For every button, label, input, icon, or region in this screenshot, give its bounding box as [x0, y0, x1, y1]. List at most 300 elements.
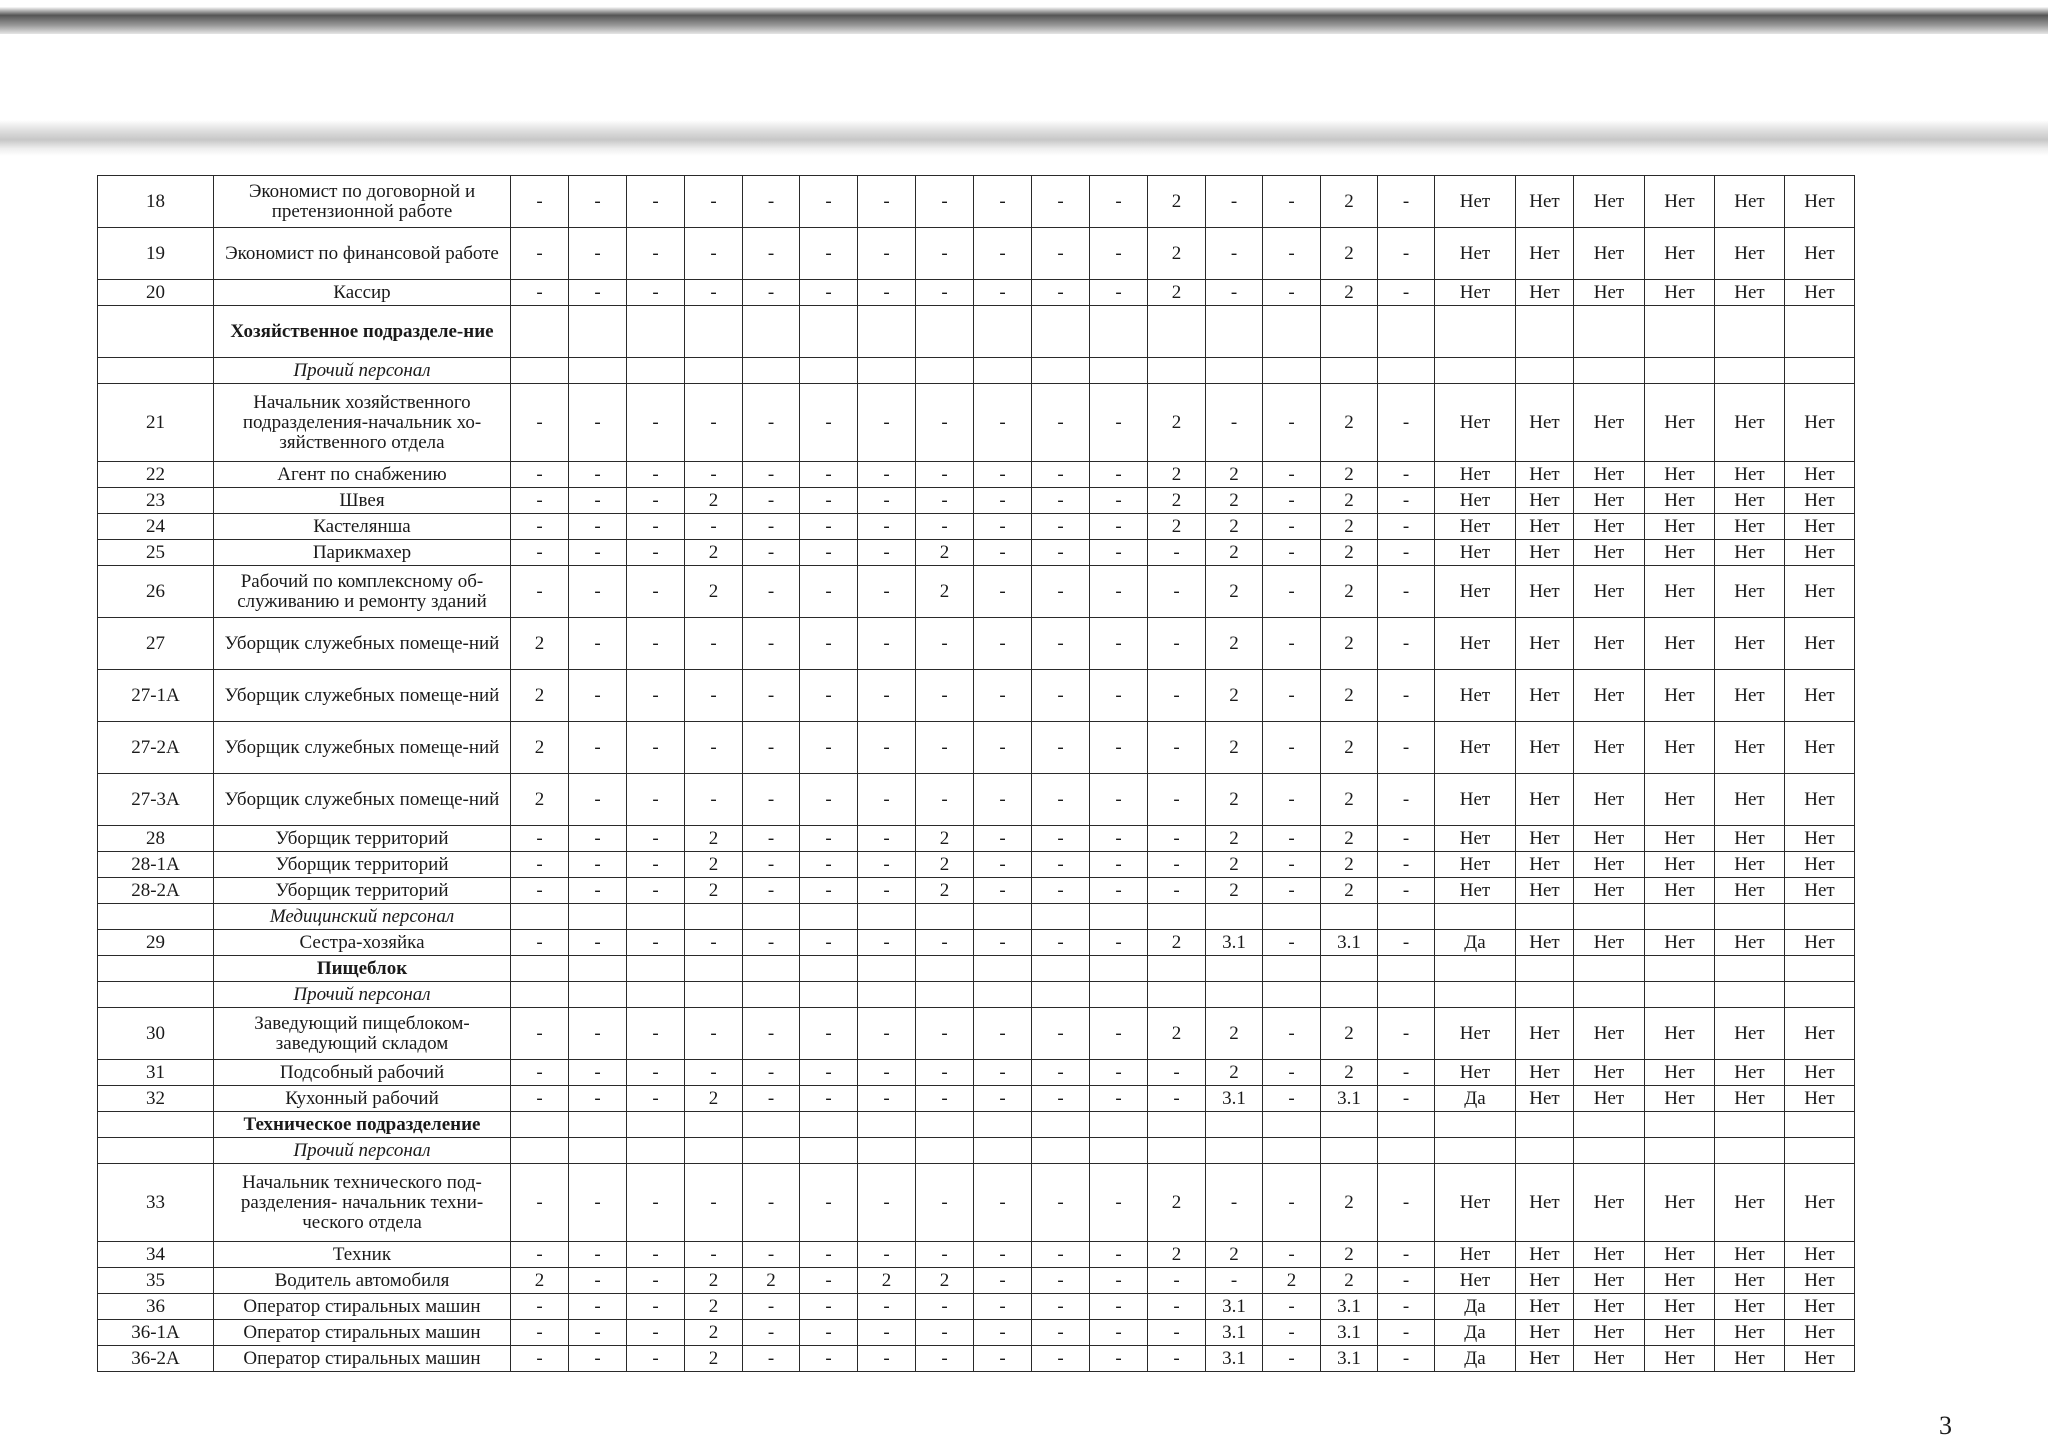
value-cell: Нет	[1645, 1008, 1715, 1060]
value-cell: Нет	[1516, 618, 1574, 670]
value-cell: -	[800, 878, 858, 904]
value-cell: -	[1032, 670, 1090, 722]
value-cell: -	[1263, 228, 1321, 280]
value-cell: -	[685, 228, 743, 280]
value-cell: Нет	[1785, 774, 1855, 826]
value-cell	[800, 358, 858, 384]
value-cell: 2	[511, 722, 569, 774]
value-cell: Нет	[1574, 488, 1645, 514]
value-cell: -	[1378, 930, 1435, 956]
value-cell	[1435, 1138, 1516, 1164]
row-number-cell: 27-3А	[98, 774, 214, 826]
value-cell	[1321, 306, 1378, 358]
position-name-cell: Медицинский персонал	[214, 904, 511, 930]
value-cell: Нет	[1645, 540, 1715, 566]
value-cell: -	[1378, 722, 1435, 774]
value-cell: -	[627, 1320, 685, 1346]
value-cell: Нет	[1574, 176, 1645, 228]
value-cell: -	[1032, 774, 1090, 826]
value-cell	[1574, 904, 1645, 930]
value-cell: -	[1378, 228, 1435, 280]
value-cell: -	[1206, 1268, 1263, 1294]
value-cell: -	[569, 618, 627, 670]
value-cell: 3.1	[1321, 930, 1378, 956]
scan-fold-band	[0, 120, 2048, 156]
value-cell	[800, 306, 858, 358]
value-cell: Нет	[1516, 930, 1574, 956]
value-cell: -	[627, 384, 685, 462]
value-cell: -	[1378, 1294, 1435, 1320]
value-cell: -	[800, 384, 858, 462]
position-name-cell: Начальник хозяйственного подразделения-начальник хо-зяйственного отдела	[214, 384, 511, 462]
value-cell: Нет	[1715, 1164, 1785, 1242]
value-cell: Нет	[1785, 514, 1855, 540]
value-cell: Нет	[1574, 1086, 1645, 1112]
value-cell	[1785, 956, 1855, 982]
value-cell: 2	[1321, 462, 1378, 488]
value-cell: -	[1263, 176, 1321, 228]
value-cell: Нет	[1435, 1242, 1516, 1268]
value-cell: Нет	[1435, 280, 1516, 306]
value-cell: -	[627, 514, 685, 540]
row-number-cell: 29	[98, 930, 214, 956]
value-cell	[1715, 982, 1785, 1008]
value-cell	[1090, 1112, 1148, 1138]
value-cell: Нет	[1645, 384, 1715, 462]
row-number-cell	[98, 1138, 214, 1164]
value-cell: 2	[1148, 228, 1206, 280]
value-cell: -	[858, 384, 916, 462]
value-cell: Нет	[1574, 1060, 1645, 1086]
value-cell: -	[569, 514, 627, 540]
value-cell	[627, 956, 685, 982]
value-cell: Нет	[1715, 774, 1785, 826]
value-cell: -	[743, 228, 800, 280]
value-cell: -	[627, 1086, 685, 1112]
value-cell: Нет	[1516, 722, 1574, 774]
value-cell: -	[1206, 384, 1263, 462]
value-cell: Нет	[1435, 566, 1516, 618]
value-cell: 2	[511, 670, 569, 722]
value-cell: -	[511, 1320, 569, 1346]
value-cell	[1032, 904, 1090, 930]
value-cell: -	[511, 1346, 569, 1372]
value-cell: -	[1032, 540, 1090, 566]
value-cell: -	[1206, 228, 1263, 280]
section-header-row	[98, 956, 1855, 982]
value-cell: Нет	[1435, 514, 1516, 540]
value-cell	[627, 982, 685, 1008]
position-name-cell: Заведующий пищеблоком-заведующий складом	[214, 1008, 511, 1060]
position-name-cell: Сестра-хозяйка	[214, 930, 511, 956]
value-cell	[1516, 956, 1574, 982]
value-cell: -	[1090, 1060, 1148, 1086]
value-cell: -	[627, 852, 685, 878]
table-row	[98, 462, 1855, 488]
row-number-cell: 31	[98, 1060, 214, 1086]
value-cell: 2	[1321, 1060, 1378, 1086]
value-cell: Нет	[1715, 722, 1785, 774]
value-cell: -	[800, 1346, 858, 1372]
value-cell: -	[1263, 1086, 1321, 1112]
value-cell: Нет	[1516, 1294, 1574, 1320]
value-cell: -	[1090, 280, 1148, 306]
value-cell: -	[974, 618, 1032, 670]
value-cell: 2	[1148, 1008, 1206, 1060]
value-cell: Нет	[1785, 1242, 1855, 1268]
value-cell: -	[1090, 488, 1148, 514]
value-cell: -	[1378, 176, 1435, 228]
value-cell: -	[1378, 1008, 1435, 1060]
value-cell: -	[743, 774, 800, 826]
value-cell: Нет	[1715, 1294, 1785, 1320]
value-cell	[916, 1138, 974, 1164]
value-cell: -	[685, 1060, 743, 1086]
table-row	[98, 852, 1855, 878]
value-cell: 2	[1206, 852, 1263, 878]
value-cell: -	[974, 514, 1032, 540]
value-cell: -	[858, 618, 916, 670]
value-cell: -	[974, 1268, 1032, 1294]
value-cell: -	[627, 462, 685, 488]
value-cell: -	[627, 1268, 685, 1294]
value-cell: -	[511, 878, 569, 904]
value-cell	[569, 982, 627, 1008]
value-cell: -	[685, 280, 743, 306]
value-cell	[974, 306, 1032, 358]
value-cell	[685, 358, 743, 384]
value-cell: -	[569, 1242, 627, 1268]
value-cell	[1785, 1138, 1855, 1164]
value-cell: -	[858, 228, 916, 280]
value-cell: 2	[685, 1320, 743, 1346]
value-cell: 2	[1321, 1268, 1378, 1294]
value-cell: 2	[1206, 462, 1263, 488]
value-cell: -	[1263, 670, 1321, 722]
value-cell	[800, 982, 858, 1008]
value-cell	[1206, 358, 1263, 384]
value-cell	[1263, 358, 1321, 384]
value-cell: Нет	[1645, 566, 1715, 618]
value-cell	[511, 956, 569, 982]
value-cell: -	[800, 1164, 858, 1242]
value-cell: 2	[916, 826, 974, 852]
document-table-wrapper	[97, 175, 1855, 1372]
value-cell: -	[858, 722, 916, 774]
value-cell: 2	[1321, 384, 1378, 462]
value-cell: 2	[743, 1268, 800, 1294]
value-cell: Нет	[1715, 826, 1785, 852]
value-cell: -	[1378, 1268, 1435, 1294]
value-cell: 2	[1263, 1268, 1321, 1294]
value-cell: -	[858, 566, 916, 618]
value-cell: -	[1090, 930, 1148, 956]
value-cell: -	[1263, 1060, 1321, 1086]
value-cell: -	[627, 1008, 685, 1060]
value-cell	[916, 358, 974, 384]
value-cell: -	[569, 722, 627, 774]
value-cell: 2	[916, 540, 974, 566]
value-cell: -	[1032, 1060, 1090, 1086]
value-cell: Нет	[1715, 228, 1785, 280]
position-name-cell: Уборщик служебных помеще-ний	[214, 722, 511, 774]
value-cell	[1574, 982, 1645, 1008]
value-cell: -	[1263, 280, 1321, 306]
subsection-row	[98, 904, 1855, 930]
value-cell: Нет	[1645, 670, 1715, 722]
value-cell: Нет	[1645, 1268, 1715, 1294]
row-number-cell: 24	[98, 514, 214, 540]
value-cell	[1148, 358, 1206, 384]
value-cell: Нет	[1574, 1008, 1645, 1060]
position-name-cell: Оператор стиральных машин	[214, 1346, 511, 1372]
value-cell: -	[1148, 1268, 1206, 1294]
value-cell	[1435, 1112, 1516, 1138]
value-cell	[1785, 1112, 1855, 1138]
value-cell: -	[511, 852, 569, 878]
value-cell: Нет	[1645, 878, 1715, 904]
value-cell	[511, 306, 569, 358]
value-cell: 3.1	[1206, 1294, 1263, 1320]
value-cell	[743, 904, 800, 930]
value-cell	[974, 1112, 1032, 1138]
value-cell: 2	[1206, 488, 1263, 514]
value-cell: -	[743, 176, 800, 228]
value-cell: -	[1378, 280, 1435, 306]
value-cell: -	[800, 1294, 858, 1320]
value-cell: -	[743, 1242, 800, 1268]
position-name-cell: Водитель автомобиля	[214, 1268, 511, 1294]
value-cell: -	[511, 384, 569, 462]
value-cell	[627, 358, 685, 384]
position-name-cell: Уборщик служебных помеще-ний	[214, 670, 511, 722]
value-cell: -	[916, 228, 974, 280]
value-cell: -	[511, 488, 569, 514]
value-cell: -	[974, 852, 1032, 878]
value-cell: Нет	[1785, 540, 1855, 566]
value-cell: 2	[1206, 1060, 1263, 1086]
value-cell: -	[1032, 1164, 1090, 1242]
row-number-cell	[98, 1112, 214, 1138]
value-cell: -	[800, 1268, 858, 1294]
value-cell: 2	[685, 878, 743, 904]
value-cell: Да	[1435, 1294, 1516, 1320]
value-cell: -	[1090, 1086, 1148, 1112]
value-cell: -	[858, 176, 916, 228]
value-cell	[974, 358, 1032, 384]
value-cell: -	[511, 228, 569, 280]
value-cell: -	[1032, 1008, 1090, 1060]
value-cell	[1090, 956, 1148, 982]
value-cell: Нет	[1516, 1164, 1574, 1242]
value-cell: Нет	[1645, 1294, 1715, 1320]
value-cell	[1032, 358, 1090, 384]
value-cell	[916, 1112, 974, 1138]
value-cell: Нет	[1435, 774, 1516, 826]
table-row	[98, 280, 1855, 306]
value-cell: Нет	[1715, 1060, 1785, 1086]
value-cell: -	[1263, 1346, 1321, 1372]
value-cell	[1378, 982, 1435, 1008]
value-cell: Нет	[1715, 514, 1785, 540]
value-cell: -	[569, 878, 627, 904]
value-cell: -	[743, 1164, 800, 1242]
row-number-cell: 25	[98, 540, 214, 566]
value-cell: -	[974, 280, 1032, 306]
value-cell	[1378, 956, 1435, 982]
value-cell: Да	[1435, 1086, 1516, 1112]
position-name-cell: Техническое подразделение	[214, 1112, 511, 1138]
value-cell	[1321, 1138, 1378, 1164]
value-cell: 2	[1148, 1164, 1206, 1242]
value-cell: -	[1378, 670, 1435, 722]
value-cell: Нет	[1435, 1164, 1516, 1242]
value-cell: -	[1378, 618, 1435, 670]
position-name-cell: Уборщик территорий	[214, 878, 511, 904]
value-cell: -	[974, 722, 1032, 774]
value-cell: -	[1090, 462, 1148, 488]
value-cell	[800, 904, 858, 930]
value-cell: -	[858, 540, 916, 566]
value-cell	[858, 1112, 916, 1138]
value-cell	[858, 956, 916, 982]
value-cell: -	[569, 176, 627, 228]
value-cell: -	[800, 930, 858, 956]
value-cell	[974, 956, 1032, 982]
value-cell: -	[916, 1346, 974, 1372]
value-cell: Нет	[1516, 176, 1574, 228]
value-cell	[1090, 358, 1148, 384]
value-cell	[1645, 1138, 1715, 1164]
value-cell	[1148, 1112, 1206, 1138]
value-cell: Нет	[1785, 878, 1855, 904]
value-cell: Нет	[1516, 670, 1574, 722]
value-cell: Нет	[1785, 826, 1855, 852]
value-cell	[858, 982, 916, 1008]
value-cell	[685, 904, 743, 930]
value-cell: -	[685, 722, 743, 774]
value-cell: -	[916, 514, 974, 540]
value-cell: -	[1263, 1164, 1321, 1242]
value-cell: -	[1090, 1294, 1148, 1320]
value-cell: -	[1378, 852, 1435, 878]
value-cell: -	[743, 1320, 800, 1346]
value-cell: 2	[685, 1268, 743, 1294]
value-cell: -	[1263, 462, 1321, 488]
value-cell	[1148, 956, 1206, 982]
value-cell: -	[1206, 280, 1263, 306]
value-cell: 2	[916, 1268, 974, 1294]
value-cell: -	[743, 1086, 800, 1112]
value-cell: 2	[1321, 1008, 1378, 1060]
value-cell: -	[916, 1320, 974, 1346]
table-row	[98, 514, 1855, 540]
table-row	[98, 1346, 1855, 1372]
value-cell: Нет	[1645, 852, 1715, 878]
value-cell: 2	[1321, 540, 1378, 566]
value-cell: -	[569, 670, 627, 722]
value-cell	[627, 306, 685, 358]
subsection-row	[98, 358, 1855, 384]
value-cell	[858, 358, 916, 384]
value-cell: -	[685, 930, 743, 956]
value-cell: 2	[1321, 878, 1378, 904]
value-cell: Нет	[1574, 1346, 1645, 1372]
value-cell: 2	[685, 488, 743, 514]
value-cell	[1206, 904, 1263, 930]
position-name-cell: Кастелянша	[214, 514, 511, 540]
value-cell	[858, 1138, 916, 1164]
value-cell: Нет	[1645, 930, 1715, 956]
value-cell: -	[627, 1294, 685, 1320]
value-cell: -	[1032, 462, 1090, 488]
position-name-cell: Прочий персонал	[214, 1138, 511, 1164]
value-cell: -	[974, 878, 1032, 904]
value-cell: -	[858, 878, 916, 904]
value-cell	[1645, 956, 1715, 982]
value-cell: 2	[1321, 774, 1378, 826]
value-cell: 2	[1148, 176, 1206, 228]
value-cell: 2	[1148, 384, 1206, 462]
value-cell: -	[511, 1008, 569, 1060]
row-number-cell: 26	[98, 566, 214, 618]
value-cell: -	[511, 280, 569, 306]
value-cell: -	[1378, 1086, 1435, 1112]
value-cell: Нет	[1516, 774, 1574, 826]
position-name-cell: Оператор стиральных машин	[214, 1294, 511, 1320]
value-cell: -	[1090, 1346, 1148, 1372]
value-cell: -	[1263, 852, 1321, 878]
value-cell: -	[569, 852, 627, 878]
value-cell: 3.1	[1321, 1320, 1378, 1346]
value-cell: -	[1090, 722, 1148, 774]
value-cell: Нет	[1785, 462, 1855, 488]
value-cell: -	[1378, 1164, 1435, 1242]
value-cell: -	[743, 670, 800, 722]
value-cell: -	[858, 852, 916, 878]
value-cell: Нет	[1785, 618, 1855, 670]
value-cell: Нет	[1516, 1268, 1574, 1294]
value-cell	[1321, 1112, 1378, 1138]
value-cell: Нет	[1435, 722, 1516, 774]
value-cell: -	[511, 930, 569, 956]
position-name-cell: Уборщик служебных помеще-ний	[214, 618, 511, 670]
value-cell: -	[627, 618, 685, 670]
value-cell: Нет	[1435, 618, 1516, 670]
value-cell: -	[1032, 514, 1090, 540]
value-cell: -	[1090, 566, 1148, 618]
value-cell	[1516, 904, 1574, 930]
value-cell: -	[1263, 826, 1321, 852]
value-cell: Нет	[1645, 514, 1715, 540]
value-cell: 3.1	[1321, 1294, 1378, 1320]
value-cell: -	[743, 462, 800, 488]
value-cell: -	[916, 1164, 974, 1242]
value-cell: Нет	[1574, 228, 1645, 280]
value-cell	[1785, 904, 1855, 930]
value-cell: -	[1148, 1060, 1206, 1086]
value-cell: -	[511, 514, 569, 540]
position-name-cell: Начальник технического под-разделения- начальник техни-ческого отдела	[214, 1164, 511, 1242]
value-cell: Нет	[1574, 384, 1645, 462]
value-cell	[1785, 358, 1855, 384]
value-cell: -	[743, 566, 800, 618]
value-cell: Нет	[1516, 1320, 1574, 1346]
value-cell: 2	[685, 1294, 743, 1320]
table-row	[98, 1008, 1855, 1060]
value-cell	[1435, 358, 1516, 384]
value-cell: Нет	[1715, 462, 1785, 488]
